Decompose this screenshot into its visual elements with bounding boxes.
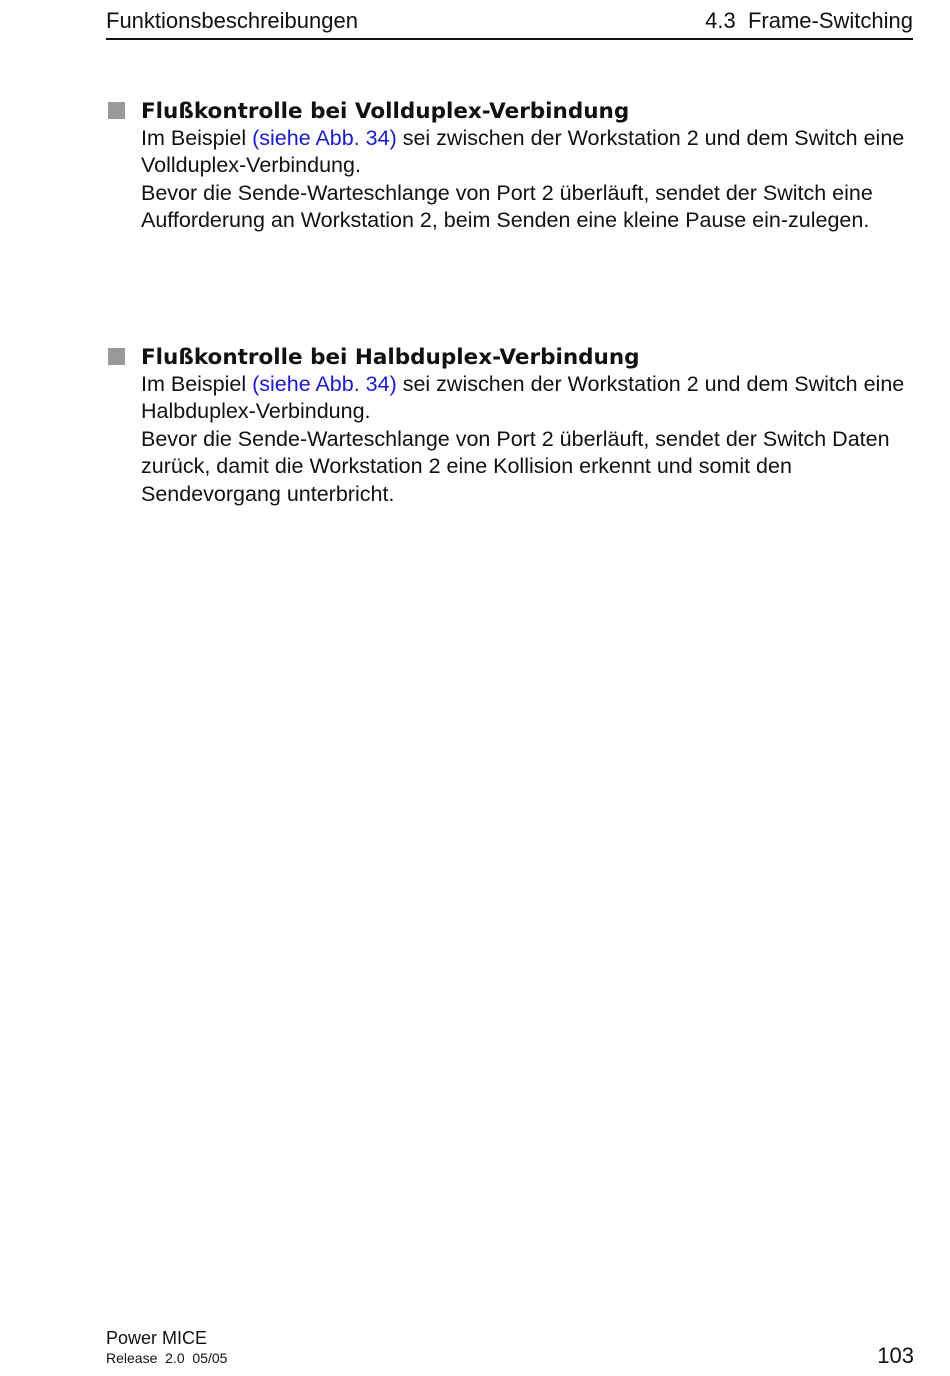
product-name: Power MICE bbox=[106, 1328, 208, 1348]
figure-reference-link[interactable]: (siehe Abb. 34) bbox=[252, 126, 397, 150]
figure-reference-link[interactable]: (siehe Abb. 34) bbox=[252, 372, 397, 396]
section-half-duplex bbox=[106, 344, 916, 508]
section-full-duplex bbox=[106, 98, 916, 235]
page-footer bbox=[106, 1327, 227, 1367]
paragraph bbox=[141, 371, 916, 426]
text: Im Beispiel bbox=[141, 372, 253, 396]
text: sei zwischen der Workstation 2 und dem Switch eine Halbduplex-Verbindung. bbox=[141, 372, 905, 424]
section-heading: Flußkontrolle bei Halbduplex-Verbindung bbox=[141, 345, 640, 370]
text: sei zwischen der Workstation 2 und dem Switch eine Vollduplex-Verbindung. bbox=[141, 126, 905, 178]
release-info: Release 2.0 05/05 bbox=[106, 1350, 228, 1366]
square-bullet-icon bbox=[108, 102, 125, 119]
paragraph bbox=[141, 125, 916, 180]
square-bullet-icon bbox=[108, 348, 125, 365]
page-number: 103 bbox=[877, 1343, 914, 1368]
section-heading: Flußkontrolle bei Vollduplex-Verbindung bbox=[141, 99, 630, 124]
chapter-title: Funktionsbeschreibungen bbox=[106, 8, 358, 33]
text: Im Beispiel bbox=[141, 126, 253, 150]
paragraph: Bevor die Sende-Warteschlange von Port 2 überläuft, sendet der Switch eine Aufforderung an Workstation 2, beim Senden eine kleine Pause ein-zulegen. bbox=[141, 180, 873, 233]
page-header bbox=[106, 6, 913, 40]
section-title: 4.3 Frame-Switching bbox=[705, 8, 913, 33]
paragraph: Bevor die Sende-Warteschlange von Port 2 überläuft, sendet der Switch Daten zurück, damit die Workstation 2 eine Kollision erkennt und somit den Sendevorgang unterbricht. bbox=[141, 426, 890, 506]
